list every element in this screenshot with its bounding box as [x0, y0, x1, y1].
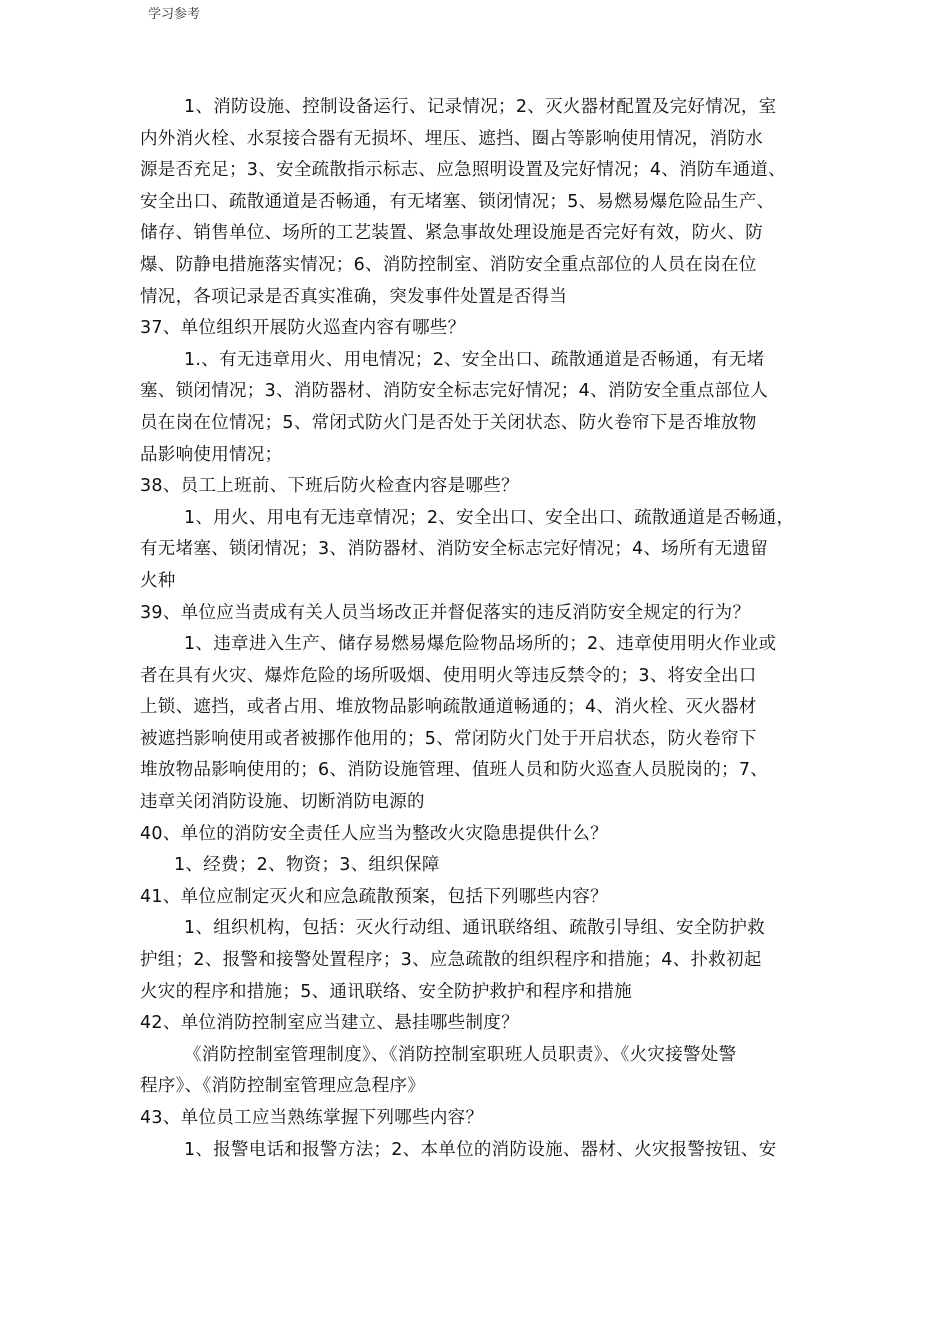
text-line: 39、单位应当责成有关人员当场改正并督促落实的违反消防安全规定的行为？ [140, 602, 751, 623]
text-line: 43、单位员工应当熟练掌握下列哪些内容？ [140, 1108, 484, 1128]
text-line: 护组；2、报警和接警处置程序；3、应急疏散的组织程序和措施；4、扑救初起 [140, 950, 762, 971]
text-line: 违章关闭消防设施、切断消防电源的 [140, 792, 425, 813]
text-line: 火灾的程序和措施；5、通讯联络、安全防护救护和程序和措施 [140, 981, 633, 1002]
text-line: 上锁、遮挡，或者占用、堆放物品影响疏散通道畅通的；4、消火栓、灭火器材 [140, 697, 757, 718]
text-line: 堆放物品影响使用的；6、消防设施管理、值班人员和防火巡查人员脱岗的；7、 [140, 760, 769, 781]
text-line: 源是否充足；3、安全疏散指示标志、应急照明设置及完好情况；4、消防车通道、 [140, 160, 786, 181]
text-line: 37、单位组织开展防火巡查内容有哪些？ [140, 318, 466, 339]
text-line: 1、违章进入生产、储存易燃易爆危险物品场所的；2、违章使用明火作业或 [184, 634, 777, 655]
text-line: 1、组织机构，包括：灭火行动组、通讯联络组、疏散引导组、安全防护救 [184, 918, 766, 939]
text-line: 1、报警电话和报警方法；2、本单位的消防设施、器材、火灾报警按钮、安 [184, 1139, 777, 1160]
text-line: 42、单位消防控制室应当建立、悬挂哪些制度？ [140, 1013, 519, 1034]
text-line: 有无堵塞、锁闭情况；3、消防器材、消防安全标志完好情况；4、场所有无遗留 [140, 539, 769, 560]
document-body [140, 92, 830, 1166]
text-line: 41、单位应制定灭火和应急疏散预案，包括下列哪些内容？ [140, 886, 608, 907]
text-line: 火种 [140, 570, 176, 591]
header-note: 学习参考 [148, 7, 201, 22]
text-line: 者在具有火灾、爆炸危险的场所吸烟、使用明火等违反禁令的；3、将安全出口 [140, 665, 757, 686]
text-line: 储存、销售单位、场所的工艺装置、紧急事故处理设施是否完好有效，防火、防 [140, 223, 763, 244]
text-line: 1、经费；2、物资；3、组织保障 [174, 855, 440, 876]
text-line: 员在岗在位情况；5、常闭式防火门是否处于关闭状态、防火卷帘下是否堆放物 [140, 412, 757, 433]
text-line: 《消防控制室管理制度》、《消防控制室职班人员职责》、《火灾接警处警 [184, 1044, 737, 1065]
text-line: 被遮挡影响使用或者被挪作他用的；5、常闭防火门处于开启状态，防火卷帘下 [140, 728, 757, 749]
text-line: 40、单位的消防安全责任人应当为整改火灾隐患提供什么？ [140, 823, 608, 844]
text-line: 38、员工上班前、下班后防火检查内容是哪些？ [140, 476, 519, 497]
text-line: 情况，各项记录是否真实准确，突发事件处置是否得当 [140, 286, 568, 307]
text-line: 1、消防设施、控制设备运行、记录情况；2、灭火器材配置及完好情况，室 [184, 97, 777, 117]
text-line: 内外消火栓、水泵接合器有无损坏、埋压、遮挡、圈占等影响使用情况，消防水 [140, 128, 763, 149]
text-line: 程序》、《消防控制室管理应急程序》 [140, 1076, 426, 1097]
text-line: 品影响使用情况； [140, 444, 283, 465]
text-line: 安全出口、疏散通道是否畅通，有无堵塞、锁闭情况；5、易燃易爆危险品生产、 [140, 191, 775, 212]
text-line: 塞、锁闭情况；3、消防器材、消防安全标志完好情况；4、消防安全重点部位人 [140, 381, 769, 402]
text-line: 1.、有无违章用火、用电情况；2、安全出口、疏散通道是否畅通，有无堵 [184, 349, 765, 370]
text-line: 爆、防静电措施落实情况；6、消防控制室、消防安全重点部位的人员在岗在位 [140, 254, 757, 275]
text-line: 1、用火、用电有无违章情况；2、安全出口、安全出口、疏散通道是否畅通， [184, 507, 795, 528]
